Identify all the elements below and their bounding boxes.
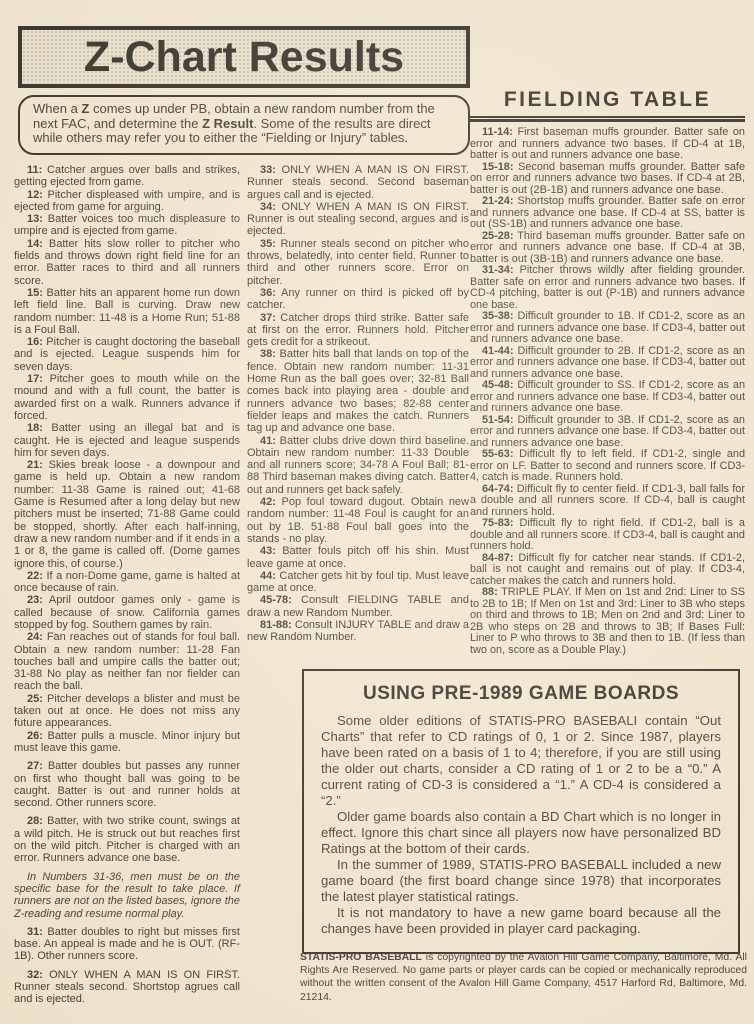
- entry-number: 42:: [260, 496, 276, 509]
- entry-number: 21:: [27, 459, 43, 472]
- pre-1989-paragraphs: [321, 713, 721, 937]
- result-entry: 24: Fan reaches out of stands for foul ball. Obtain a new random number: 11-28 Fan touches ball and umpire calls the batter out; 31-88 No play as neither fan nor fielder can reach the ball.: [14, 631, 240, 693]
- entry-number: 11-14:: [482, 126, 513, 138]
- result-entry: 37: Catcher drops third strike. Batter safe at first on the error. Runners hold. Pitcher gets credit for a strikeout.: [247, 311, 469, 349]
- entry-number: 31-34:: [482, 264, 514, 276]
- copyright-bold-lead: STATIS-PRO BASEBALL: [300, 952, 422, 963]
- entry-number: 44:: [260, 569, 276, 582]
- z-results-column-left: [14, 164, 240, 1006]
- entry-number: 33:: [260, 164, 276, 176]
- result-entry: 41: Batter clubs drive down third baseline. Obtain new random number: 11-33 Double and all runners score; 34-78 A Foul Ball; 81-88 Third baseman makes diving catch. Batter out and runners get back safely.: [247, 434, 469, 496]
- entry-number: 64-74:: [482, 482, 514, 495]
- result-entry: 36: Any runner on third is picked off by catcher.: [247, 286, 469, 312]
- result-entry: 31: Batter doubles to right but misses first base. An appeal is made and he is OUT. (RF-1B). Other runners score.: [14, 925, 240, 963]
- entry-number: 81-88:: [260, 618, 292, 631]
- body-paragraph: It is not mandatory to have a new game board because all the changes have been provided in player card packaging.: [321, 905, 721, 936]
- entry-number: 23:: [27, 594, 43, 607]
- entry-number: 17:: [27, 373, 43, 386]
- fielding-table-heading: FIELDING TABLE: [503, 88, 712, 111]
- result-entry: 21: Skies break loose - a downpour and game is held up. Obtain a new random number: 11-38 Game is rained out; 41-68 Game is Resumed after a long delay but new pitchers must be inserted; 71-88 Game could be stopped, shortly. After each half-inning, draw a new random number and if it ends in a 1 or 8, the game is called off. (Dome games ignore this, of course.): [14, 459, 240, 570]
- result-entry: 28: Batter, with two strike count, swings at a wild pitch. He is struck out but reaches first on the wild pitch. Pitcher is charged with an error. Runners advance one base.: [14, 815, 240, 865]
- result-entry: 44: Catcher gets hit by foul tip. Must leave game at once.: [247, 569, 469, 595]
- intro-segment: When a: [33, 101, 82, 116]
- entry-number: 31:: [27, 925, 43, 938]
- result-entry: 81-88: Consult INJURY TABLE and draw a new Random Number.: [247, 618, 469, 644]
- result-entry: 25-28: Third baseman muffs grounder. Batter safe on error and runners advance one base. If CD-4 at 3B, batter is out (3B-1B) and runners advance one base.: [470, 229, 745, 265]
- result-entry: 21-24: Shortstop muffs grounder. Batter safe on error and runners advance one base. If CD-4 at SS, batter is out (SS-1B) and runners advance one base.: [470, 195, 745, 230]
- result-entry: 32: ONLY WHEN A MAN IS ON FIRST. Runner steals second. Shortstop agrues call and is ejected.: [14, 968, 240, 1006]
- fielding-table-rule: [470, 116, 745, 122]
- intro-text: [33, 101, 435, 145]
- entry-number: 84-87:: [482, 551, 514, 564]
- copyright-notice: [300, 951, 747, 1004]
- result-entry: 33: ONLY WHEN A MAN IS ON FIRST. Runner steals second. Second baseman argues call and is ejected.: [247, 164, 469, 201]
- result-entry: 51-54: Difficult grounder to 3B. If CD1-2, score as an error and runners advance one base. If CD3-4, batter out and runners advance one base.: [470, 413, 745, 449]
- result-entry: 26: Batter pulls a muscle. Minor injury but must leave this game.: [14, 729, 240, 754]
- intro-box: [18, 95, 470, 155]
- entry-number: 36:: [260, 286, 276, 299]
- z-results-column-middle: [247, 164, 469, 644]
- entry-number: 25:: [27, 692, 43, 705]
- entry-number: 21-24:: [482, 195, 514, 207]
- entry-number: 14:: [27, 237, 43, 250]
- entry-number: 15:: [27, 286, 43, 299]
- intro-segment: . Some of the results are direct while others may refer you to either the “Fielding or Injury” tables.: [33, 115, 431, 146]
- page-title: Z-Chart Results: [83, 32, 405, 81]
- result-entry: 64-74: Difficult fly to center field. If CD1-3, ball falls for a double and all runners score. If CD-4, ball is caught and runners hold.: [470, 482, 745, 518]
- result-entry: 27: Batter doubles but passes any runner on first who thought ball was going to be caught. Batter is out and runner holds at second. Other runners score.: [14, 760, 240, 810]
- entry-number: 27:: [27, 760, 43, 773]
- result-entry: 35: Runner steals second on pitcher who throws, belatedly, into center field. Runner to third and other runners score. Error on pitcher.: [247, 237, 469, 287]
- entry-number: 11:: [27, 164, 43, 176]
- result-entry: 34: ONLY WHEN A MAN IS ON FIRST. Runner is out stealing second, argues and is ejected.: [247, 200, 469, 238]
- body-paragraph: Older game boards also contain a BD Chart which is no longer in effect. Ignore this chart since all players now have personalized BD Ratings at the bottom of their cards.: [321, 809, 721, 856]
- result-entry: 12: Pitcher displeased with umpire, and is ejected from game for arguing.: [14, 188, 240, 213]
- result-entry: 38: Batter hits ball that lands on top of the fence. Obtain new random number: 11-31 Home Run as the ball goes over; 32-81 Ball comes back into playing area - double and runners advance two bases; 82-88 center fielder leaps and makes the catch. Runners tag up and advance one base.: [247, 348, 469, 435]
- entry-number: 45-78:: [260, 594, 292, 607]
- entry-number: 55-63:: [482, 448, 514, 460]
- note-paragraph: In Numbers 31-36, men must be on the specific base for the result to take place. If runners are not on the listed bases, ignore the Z-reading and resume normal play.: [14, 870, 240, 920]
- intro-bold-term: Z Result: [202, 115, 254, 131]
- entry-number: 45-48:: [482, 379, 514, 391]
- entry-number: 12:: [27, 188, 43, 201]
- result-entry: 88: TRIPLE PLAY. If Men on 1st and 2nd: Liner to SS to 2B to 1B; If Men on 1st and 3rd: Liner to 3B who steps on third and throws to 1B; Men on 2nd and 3rd: Liner to 2B who steps on 2B and throws to 3B; If Bases Full: Liner to P who throws to 3B and then to 1B. (If less than two on, score as a Double Play.): [470, 586, 745, 656]
- copyright-text: is copyrighted by the Avalon Hill Game Company, Baltimore, Md. All Rights Are Reserved. No game parts or player cards can be copied or mechanically reproduced without the written consent of the Avalon Hill Game Company, 4517 Harford Rd, Baltimore, Md. 21214.: [300, 952, 747, 1003]
- entry-number: 22:: [27, 569, 43, 582]
- result-entry: 31-34: Pitcher throws wildly after fielding grounder. Batter safe on error and runners advance two bases. If CD-4 pitching, batter is out (P-1B) and runners advance one base.: [470, 264, 745, 311]
- entry-number: 75-83:: [482, 517, 514, 529]
- result-entry: 42: Pop foul toward dugout. Obtain new random number: 11-48 Foul is caught for an out by 1B. 51-88 Foul ball goes into the stands - no play.: [247, 496, 469, 545]
- entry-number: 35:: [260, 237, 276, 250]
- intro-segment: comes up under PB, obtain a new random number from the next FAC, and determine the: [33, 101, 435, 131]
- result-entry: 41-44: Difficult grounder to 2B. If CD1-2, score as an error and runners advance one base. If CD3-4, batter out and runners advance one base.: [470, 344, 745, 380]
- result-entry: 15: Batter hits an apparent home run down left field line. Ball is curving. Draw new random number: 11-48 is a Home Run; 51-88 is a Foul Ball.: [14, 286, 240, 336]
- result-entry: 18: Batter using an illegal bat and is caught. He is ejected and league suspends him for seven days.: [14, 422, 240, 459]
- result-entry: 43: Batter fouls pitch off his shin. Must leave game at once.: [247, 545, 469, 570]
- result-entry: 35-38: Difficult grounder to 1B. If CD1-2, score as an error and runners advance one base. If CD3-4, batter out and runners advance one base.: [470, 310, 745, 345]
- entry-number: 41-44:: [482, 344, 514, 357]
- entry-number: 24:: [27, 631, 43, 644]
- pre-1989-heading: USING PRE-1989 GAME BOARDS: [362, 683, 679, 704]
- result-entry: 75-83: Difficult fly to right field. If CD1-2, ball is a double and all runners score. If CD3-4, ball is caught and runners hold.: [470, 517, 745, 552]
- entry-number: 32:: [27, 968, 43, 981]
- result-entry: 13: Batter voices too much displeasure to umpire and is ejected from game.: [14, 213, 240, 238]
- entry-number: 41:: [260, 434, 276, 447]
- page-title-box: [18, 26, 470, 88]
- entry-number: 18:: [27, 422, 43, 435]
- result-entry: 23: April outdoor games only - game is called because of snow. California games stopped by fog. Southern games by rain.: [14, 594, 240, 631]
- result-entry: 16: Pitcher is caught doctoring the baseball and is ejected. League suspends him for seven days.: [14, 336, 240, 373]
- entry-number: 43:: [260, 545, 276, 558]
- result-entry: 17: Pitcher goes to mouth while on the mound and with a full count, the batter is awarded first on a walk. Runners advance if forced.: [14, 373, 240, 422]
- fielding-table-section: [470, 88, 745, 656]
- body-paragraph: Some older editions of STATIS-PRO BASEBALI contain “Out Charts” that refer to CD ratings of 0, 1 or 2. Since 1987, players have been rated on a basis of 1 to 4; therefore, if you are still using the older out charts, consider a CD rating of 1 or 2 to be a “0.” A current rating of CD-3 is considered a “1.” A CD-4 is considered a “2.”: [321, 713, 721, 808]
- entry-number: 37:: [260, 311, 276, 324]
- result-entry: 11: Catcher argues over balls and strikes, getting ejected from game.: [14, 164, 240, 189]
- result-entry: 45-48: Difficult grounder to SS. If CD1-2, score as an error and runners advance one base. If CD3-4, batter out and runners advance one base.: [470, 379, 745, 414]
- result-entry: 14: Batter hits slow roller to pitcher who fields and throws down right field line for an error. Batter races to third and all runners score.: [14, 237, 240, 287]
- entry-number: 15-18:: [482, 160, 514, 173]
- entry-number: 38:: [260, 348, 276, 361]
- entry-number: 16:: [27, 336, 43, 349]
- body-paragraph: In the summer of 1989, STATIS-PRO BASEBALL included a new game board (the first board change since 1978) that incorporates the latest player statistical ratings.: [321, 857, 721, 904]
- result-entry: 11-14: First baseman muffs grounder. Batter safe on error and runners advance two bases. If CD-4 at 1B, batter is out and runners advance one base.: [470, 126, 745, 161]
- entry-number: 51-54:: [482, 413, 514, 426]
- result-entry: 84-87: Difficult fly for catcher near stands. If CD1-2, ball is not caught and remains out of play. If CD3-4, catcher makes the catch and runners hold.: [470, 551, 745, 587]
- entry-number: 34:: [260, 200, 276, 213]
- entry-number: 88:: [482, 586, 498, 598]
- entry-number: 13:: [27, 213, 43, 226]
- result-entry: 25: Pitcher develops a blister and must be taken out at once. He does not miss any future appearances.: [14, 692, 240, 730]
- intro-bold-term: Z: [81, 101, 90, 116]
- result-entry: 45-78: Consult FIELDING TABLE and draw a new Random Number.: [247, 594, 469, 619]
- pre-1989-box: [302, 669, 740, 954]
- fielding-table-entries: [470, 127, 745, 656]
- result-entry: 22: If a non-Dome game, game is halted at once because of rain.: [14, 569, 240, 595]
- entry-number: 35-38:: [482, 310, 514, 322]
- result-entry: 15-18: Second baseman muffs grounder. Batter safe on error and runners advance two bases. If CD-4 at 2B, batter is out (2B-1B) and runners advance one base.: [470, 160, 745, 196]
- entry-number: 25-28:: [482, 229, 514, 242]
- entry-number: 28:: [27, 815, 43, 828]
- result-entry: 55-63: Difficult fly to left field. If CD1-2, single and error on LF. Batter to second and runners score. If CD3-4, catch is made. Runners hold.: [470, 448, 745, 483]
- entry-number: 26:: [27, 729, 43, 742]
